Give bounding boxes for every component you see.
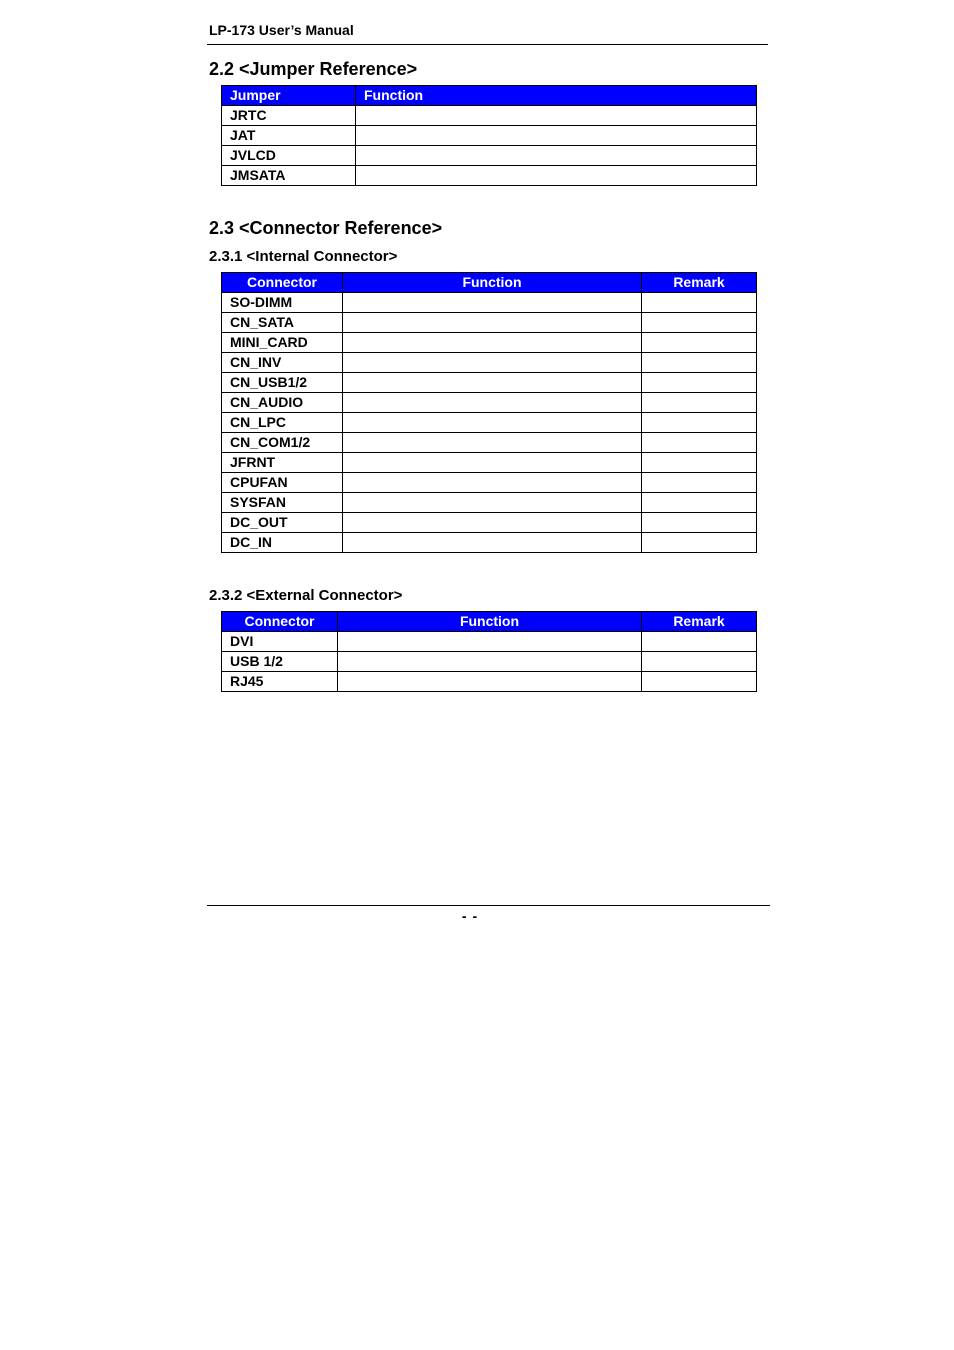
connector-remark [642,413,757,433]
connector-name: CN_USB1/2 [222,373,343,393]
jumper-name: JVLCD [222,146,356,166]
connector-function [343,433,642,453]
table-row [222,146,757,166]
connector-remark [642,533,757,553]
connector-function [343,353,642,373]
header-divider [207,44,768,45]
connector-function [338,652,642,672]
table-row [222,672,757,692]
connector-function [343,373,642,393]
internal-connector-heading: 2.3.1 <Internal Connector> [209,248,398,265]
column-header-remark: Remark [642,612,757,632]
connector-name: MINI_CARD [222,333,343,353]
table-row [222,652,757,672]
connector-function [343,533,642,553]
connector-name: CN_AUDIO [222,393,343,413]
connector-remark [642,373,757,393]
connector-name: DVI [222,632,338,652]
connector-name: CN_COM1/2 [222,433,343,453]
table-row [222,106,757,126]
connector-function [343,473,642,493]
jumper-name: JAT [222,126,356,146]
connector-function [343,453,642,473]
external-connector-table [221,611,757,692]
connector-remark [642,652,757,672]
connector-remark [642,353,757,373]
jumper-function [356,106,757,126]
table-row [222,473,757,493]
table-row [222,493,757,513]
connector-name: DC_OUT [222,513,343,533]
column-header-connector: Connector [222,612,338,632]
connector-function [343,513,642,533]
connector-remark [642,293,757,313]
footer-divider [207,905,770,906]
column-header-connector: Connector [222,273,343,293]
column-header-function: Function [343,273,642,293]
table-row [222,533,757,553]
connector-reference-heading: 2.3 <Connector Reference> [209,218,443,238]
table-row [222,353,757,373]
column-header-remark: Remark [642,273,757,293]
table-row [222,632,757,652]
connector-name: CN_LPC [222,413,343,433]
table-header-row [222,612,757,632]
connector-remark [642,672,757,692]
table-row [222,166,757,186]
connector-function [343,313,642,333]
table-header-row [222,86,757,106]
connector-name: CN_INV [222,353,343,373]
table-row [222,126,757,146]
connector-name: DC_IN [222,533,343,553]
connector-remark [642,473,757,493]
connector-function [338,672,642,692]
table-row [222,433,757,453]
table-row [222,313,757,333]
jumper-function [356,166,757,186]
column-header-function: Function [338,612,642,632]
table-row [222,293,757,313]
table-row [222,453,757,473]
jumper-function [356,126,757,146]
external-connector-heading: 2.3.2 <External Connector> [209,587,403,604]
table-row [222,373,757,393]
connector-function [338,632,642,652]
connector-remark [642,513,757,533]
connector-name: SYSFAN [222,493,343,513]
connector-name: RJ45 [222,672,338,692]
manual-title: LP-173 User’s Manual [209,22,354,38]
connector-function [343,493,642,513]
connector-remark [642,433,757,453]
connector-name: JFRNT [222,453,343,473]
connector-remark [642,393,757,413]
table-header-row [222,273,757,293]
connector-remark [642,333,757,353]
table-row [222,333,757,353]
connector-remark [642,453,757,473]
connector-name: CN_SATA [222,313,343,333]
connector-function [343,393,642,413]
connector-remark [642,632,757,652]
jumper-name: JMSATA [222,166,356,186]
jumper-reference-heading: 2.2 <Jumper Reference> [209,59,418,79]
column-header-jumper: Jumper [222,86,356,106]
internal-connector-table [221,272,757,553]
table-row [222,413,757,433]
connector-name: CPUFAN [222,473,343,493]
connector-name: SO-DIMM [222,293,343,313]
connector-function [343,333,642,353]
connector-remark [642,313,757,333]
connector-function [343,293,642,313]
connector-name: USB 1/2 [222,652,338,672]
connector-function [343,413,642,433]
jumper-table [221,85,757,186]
jumper-name: JRTC [222,106,356,126]
table-row [222,513,757,533]
table-row [222,393,757,413]
connector-remark [642,493,757,513]
column-header-function: Function [356,86,757,106]
jumper-function [356,146,757,166]
page-number: - - [461,908,479,924]
